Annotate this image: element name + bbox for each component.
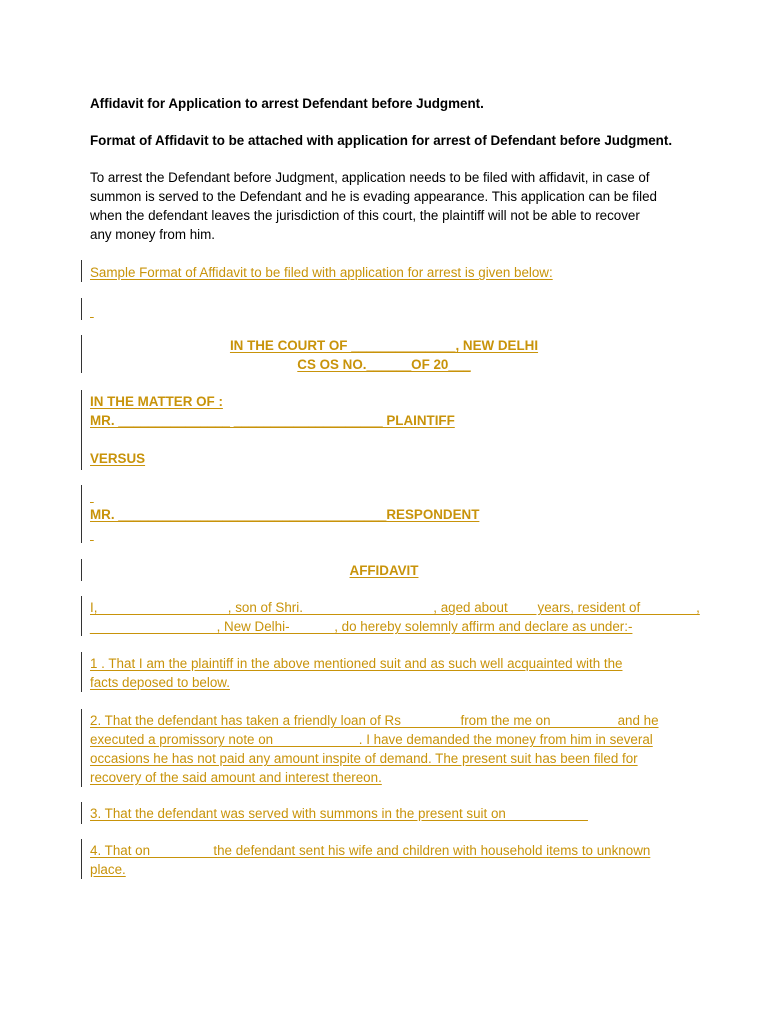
- paragraph-line: facts deposed to below.: [90, 675, 230, 690]
- paragraph-4: [90, 841, 690, 879]
- intro-paragraph: [90, 168, 690, 244]
- paragraph-line: occasions he has not paid any amount inspite of demand. The present suit has been filed for: [90, 751, 638, 766]
- court-line: IN THE COURT OF ______________, NEW DELHI: [229, 338, 539, 353]
- change-bar: [81, 335, 82, 373]
- change-bar: [81, 298, 82, 320]
- change-bar: [81, 390, 82, 470]
- change-bar: [81, 485, 82, 543]
- change-bar: [81, 709, 82, 787]
- change-bar: [81, 839, 82, 879]
- change-bar: [81, 559, 82, 581]
- intro-line: when the defendant leaves the jurisdiction of this court, the plaintiff will not be able to recover: [90, 208, 640, 223]
- empty-tracked-line: [90, 301, 690, 320]
- matter-block: [90, 392, 690, 430]
- paragraph-line: 2. That the defendant has taken a friendly loan of Rs _______ from the me on ________ and he: [90, 713, 659, 728]
- plaintiff-line: MR. _______________ ____________________ PLAINTIFF: [90, 413, 455, 428]
- versus-label: VERSUS: [90, 451, 146, 466]
- respondent-line: MR. ____________________________________RESPONDENT: [90, 507, 480, 522]
- intro-line: any money from him.: [90, 227, 216, 242]
- intro-line: summon is served to the Defendant and he is evading appearance. This application can be filed: [90, 189, 657, 204]
- paragraph-line: 4. That on ________the defendant sent his wife and children with household items to unknown: [90, 843, 651, 858]
- paragraph-line: recovery of the said amount and interest thereon.: [90, 770, 382, 785]
- paragraph-line: place.: [90, 862, 126, 877]
- change-bar: [81, 652, 82, 692]
- document-subtitle: Format of Affidavit to be attached with application for arrest of Defendant before Judgment.: [90, 133, 673, 148]
- oath-paragraph: [90, 598, 700, 636]
- intro-line: To arrest the Defendant before Judgment, application needs to be filed with affidavit, in case of: [90, 170, 650, 185]
- change-bar: [81, 802, 82, 824]
- oath-line: I, _________________, son of Shri. _________________, aged about ___ years, resident of _______,: [90, 600, 700, 615]
- affidavit-heading: AFFIDAVIT: [349, 563, 419, 578]
- matter-of-heading: IN THE MATTER OF :: [90, 394, 223, 409]
- empty-tracked-line: [90, 486, 690, 505]
- change-bar: [81, 596, 82, 636]
- document-title: Affidavit for Application to arrest Defendant before Judgment.: [90, 96, 484, 111]
- paragraph-line: 1 . That I am the plaintiff in the above mentioned suit and as such well acquainted with the: [90, 656, 623, 671]
- sample-heading: Sample Format of Affidavit to be filed with application for arrest is given below:: [90, 265, 553, 280]
- court-header: [90, 336, 678, 374]
- paragraph-1: [90, 654, 690, 692]
- paragraph-2: [90, 711, 690, 787]
- case-number-line: CS OS NO.______OF 20___: [297, 357, 471, 372]
- empty-tracked-line: [90, 524, 690, 543]
- change-bar: [81, 260, 82, 282]
- paragraph-line: executed a promissory note on ___________. I have demanded the money from him in several: [90, 732, 653, 747]
- oath-line: _________________, New Delhi-______, do hereby solemnly affirm and declare as under:-: [90, 619, 633, 634]
- paragraph-3: 3. That the defendant was served with summons in the present suit on___________: [90, 806, 588, 821]
